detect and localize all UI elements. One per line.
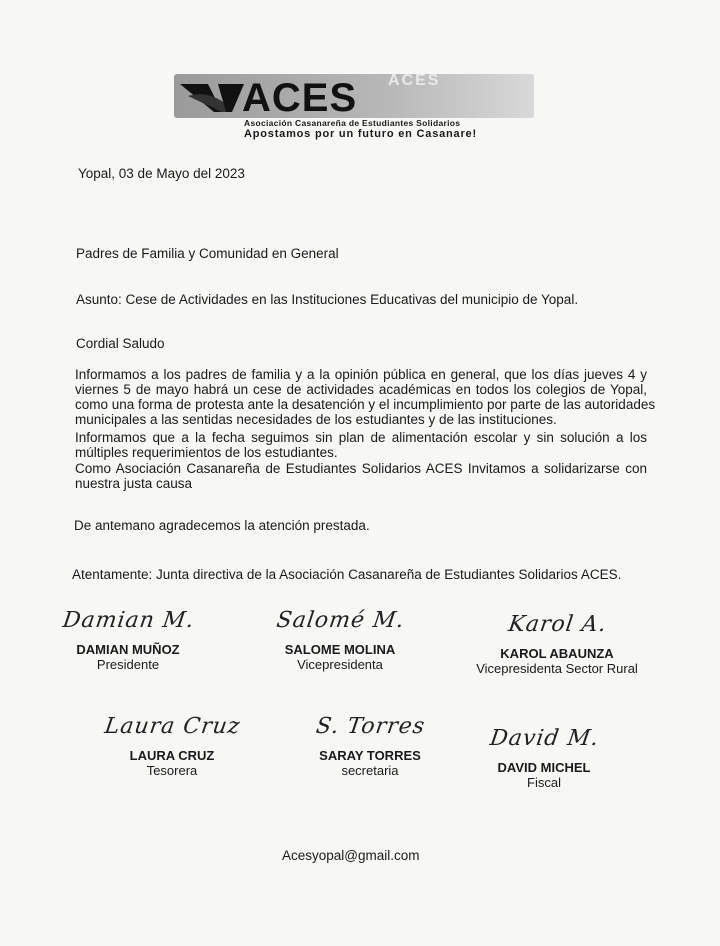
- paragraph-line: nuestra justa causa: [75, 476, 193, 491]
- letter-closing: Atentamente: Junta directiva de la Asociación Casanareña de Estudiantes Solidarios ACES.: [72, 567, 622, 582]
- paragraph-line: como una forma de protesta ante la desatención y el incumplimiento por parte de las autoridades: [75, 397, 656, 412]
- paragraph-line: municipales a las sentidas necesidades de los estudiantes y de las instituciones.: [75, 412, 557, 427]
- signatory-name: LAURA CRUZ: [129, 748, 215, 763]
- handwritten-signature: Salomé M.: [274, 608, 407, 633]
- handwritten-signature: Karol A.: [506, 612, 609, 637]
- signatory-name: DAMIAN MUÑOZ: [76, 642, 180, 657]
- signature-block-vicepresident: [260, 608, 420, 673]
- signature-block-rural-vicepresident: [462, 612, 652, 677]
- paragraph-school-meals: [75, 430, 647, 460]
- signature-block-fiscal: [464, 726, 624, 791]
- letter-greeting: Cordial Saludo: [76, 336, 165, 351]
- letter-date: Yopal, 03 de Mayo del 2023: [78, 166, 245, 181]
- paragraph-line: Como Asociación Casanareña de Estudiantes Solidarios ACES Invitamos a solidarizarse con: [75, 461, 647, 476]
- letter-recipient: Padres de Familia y Comunidad en General: [76, 246, 339, 261]
- signature-block-secretary: [290, 714, 450, 779]
- signatory-name: SALOME MOLINA: [284, 642, 396, 657]
- signatory-role: Vicepresidenta: [297, 657, 383, 672]
- signatory-role: Presidente: [96, 657, 160, 672]
- paragraph-solidarity: [75, 461, 647, 491]
- logo-emblem-icon: [178, 78, 248, 118]
- signatory-role: Fiscal: [527, 775, 561, 790]
- letter-subject: Asunto: Cese de Actividades en las Instituciones Educativas del municipio de Yopal.: [76, 292, 579, 307]
- signatory-name: SARAY TORRES: [319, 748, 421, 763]
- aces-logo: [170, 66, 560, 142]
- signatory-name: DAVID MICHEL: [497, 760, 591, 775]
- logo-association-name: Asociación Casanareña de Estudiantes Solidarios: [244, 118, 461, 128]
- contact-email: Acesyopal@gmail.com: [282, 848, 420, 863]
- handwritten-signature: David M.: [488, 726, 601, 751]
- paragraph-line: Informamos que a la fecha seguimos sin plan de alimentación escolar y sin solución a los: [75, 430, 647, 445]
- signatory-role: secretaria: [341, 763, 399, 778]
- paragraph-announcement: [75, 367, 656, 427]
- logo-ghost-text: ACES: [388, 72, 441, 89]
- paragraph-line: viernes 5 de mayo habrá un cese de actividades académicas en todos los colegios de Yopal,: [75, 382, 647, 397]
- logo-wordmark: ACES: [242, 76, 358, 120]
- signatory-role: Vicepresidenta Sector Rural: [476, 661, 638, 676]
- paragraph-line: múltiples requerimientos de los estudiantes.: [75, 445, 338, 460]
- handwritten-signature: Damian M.: [61, 608, 197, 633]
- signatory-name: KAROL ABAUNZA: [500, 646, 614, 661]
- logo-slogan: Apostamos por un futuro en Casanare!: [244, 128, 477, 140]
- signature-block-treasurer: [92, 714, 252, 779]
- letter-thanks: De antemano agradecemos la atención prestada.: [74, 518, 370, 533]
- paragraph-line: Informamos a los padres de familia y a la opinión pública en general, que los días jueves 4 y: [75, 367, 647, 382]
- signatory-role: Tesorera: [146, 763, 198, 778]
- signature-block-president: [48, 608, 208, 673]
- handwritten-signature: Laura Cruz: [103, 714, 243, 739]
- handwritten-signature: S. Torres: [314, 714, 427, 739]
